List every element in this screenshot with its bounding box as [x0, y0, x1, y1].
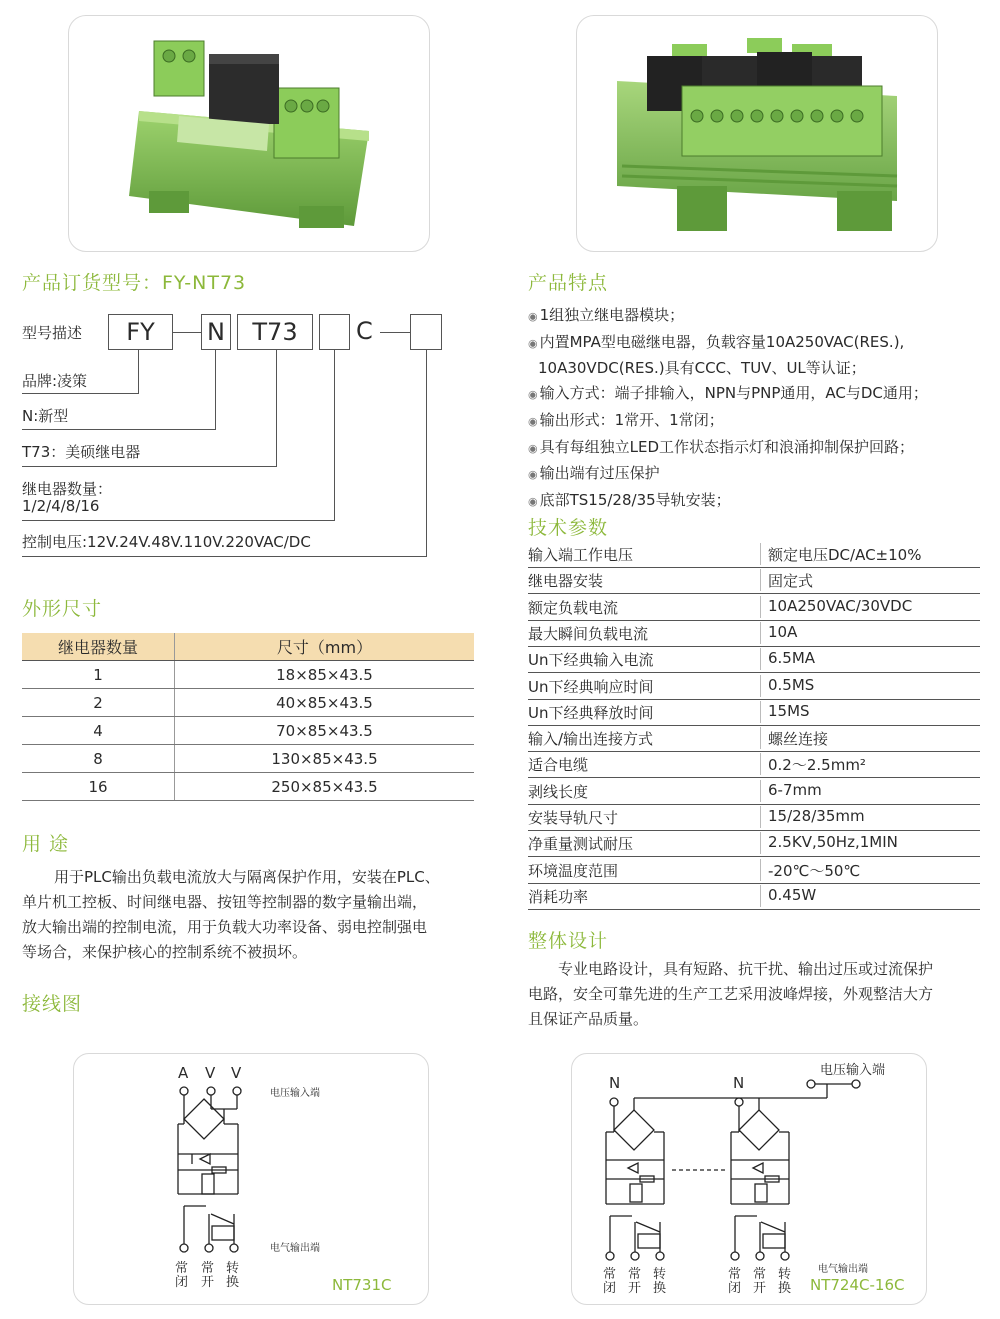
- list-item: ◉ 1组独立继电器模块；: [528, 306, 685, 324]
- spec-row: [528, 620, 980, 647]
- terminal-label: V: [205, 1064, 216, 1082]
- relay-count-label: 继电器数量：: [22, 480, 113, 498]
- spec-name: 安装导轨尺寸: [528, 809, 619, 827]
- model-label: NT724C-16C: [810, 1276, 905, 1294]
- model-label: NT731C: [332, 1276, 392, 1294]
- spec-name: 净重量测试耐压: [528, 835, 634, 854]
- column-divider: [760, 832, 761, 854]
- specs-heading: 技术参数: [528, 517, 609, 539]
- spec-row: [528, 804, 980, 831]
- column-divider: [760, 648, 761, 670]
- column-divider: [760, 859, 761, 881]
- features-heading: 产品特点: [528, 272, 609, 294]
- spec-name: 继电器安装: [528, 572, 604, 591]
- terminal-label-com: 转换: [226, 1261, 240, 1290]
- usage-line: 放大输出端的控制电流，用于负载大功率设备、弱电控制强电: [22, 918, 428, 936]
- wiring-heading: 接线图: [22, 993, 83, 1015]
- bullet-icon: ◉: [528, 336, 538, 350]
- design-line: 专业电路设计，具有短路、抗干扰、输出过压或过流保护: [558, 960, 934, 978]
- spec-row: [528, 541, 980, 568]
- new-type-text: N:新型: [22, 407, 69, 425]
- spec-name: 输入/输出连接方式: [528, 730, 654, 749]
- callout-line: [22, 429, 216, 430]
- table-cell: 8: [22, 745, 175, 773]
- spec-row: [528, 857, 980, 884]
- relay-count-values: 1/2/4/8/16: [22, 497, 100, 515]
- callout-line: [22, 520, 335, 521]
- terminal-label: N: [733, 1074, 745, 1092]
- spec-name: 最大瞬间负载电流: [528, 624, 649, 643]
- output-terminal-label: 电气输出端: [818, 1264, 868, 1275]
- spec-name: Un下经典响应时间: [528, 677, 654, 696]
- table-cell: 2: [22, 689, 175, 717]
- column-divider: [760, 701, 761, 723]
- table-row: [22, 689, 474, 717]
- table-row: [22, 661, 474, 689]
- circuit-diagram: [572, 1054, 926, 1304]
- table-cell: 130×85×43.5: [175, 745, 475, 773]
- table-row: [22, 745, 474, 773]
- spec-value: 15MS: [768, 701, 810, 720]
- order-model-heading: 产品订货型号：FY-NT73: [22, 272, 247, 294]
- spec-row: [528, 673, 980, 700]
- spec-row: [528, 778, 980, 805]
- code-box-t73: T73: [237, 314, 313, 350]
- usage-paragraph: [22, 865, 492, 965]
- spec-value: 固定式: [768, 572, 814, 591]
- design-line: 电路，安全可靠先进的生产工艺采用波峰焊接，外观整洁大方: [528, 985, 934, 1003]
- callout-line: [426, 350, 427, 556]
- usage-heading: 用 途: [22, 833, 70, 855]
- column-divider: [760, 727, 761, 749]
- code-box-n: N: [201, 314, 231, 350]
- code-box-fy: FY: [108, 314, 173, 350]
- list-item: ◉ 输出端有过压保护: [528, 464, 660, 483]
- spec-row: [528, 883, 980, 910]
- input-terminal-label: 电压输入端: [820, 1063, 886, 1078]
- list-item: ◉ 底部TS15/28/35导轨安装；: [528, 490, 731, 509]
- column-divider: [760, 753, 761, 775]
- table-cell: 40×85×43.5: [175, 689, 475, 717]
- column-divider: [760, 780, 761, 802]
- circuit-diagram: [74, 1054, 428, 1304]
- spec-value: 10A250VAC/30VDC: [768, 596, 913, 615]
- table-cell: 1: [22, 661, 175, 689]
- column-divider: [760, 596, 761, 618]
- wiring-diagram-nt731c: [73, 1053, 429, 1305]
- spec-name: 额定负载电流: [528, 598, 619, 617]
- table-cell: 18×85×43.5: [175, 661, 475, 689]
- column-divider: [760, 569, 761, 591]
- spec-row: [528, 567, 980, 594]
- usage-line: 等场合，来保护核心的控制系统不被损坏。: [22, 943, 308, 961]
- column-divider: [760, 543, 761, 565]
- code-dash: [380, 332, 410, 333]
- usage-line: 单片机工控板、时间继电器、按钮等控制器的数字量输出端，: [22, 893, 428, 911]
- spec-value: 6.5MA: [768, 649, 816, 668]
- spec-value: 0.45W: [768, 885, 817, 904]
- dimensions-heading: 外形尺寸: [22, 598, 103, 620]
- list-item: ◉ 具有每组独立LED工作状态指示灯和浪涌抑制保护回路；: [528, 437, 914, 456]
- spec-value: 2.5KV,50Hz,1MIN: [768, 833, 898, 852]
- spec-value: 额定电压DC/AC±10%: [768, 546, 922, 564]
- table-cell: 4: [22, 717, 175, 745]
- terminal-label-no: 常开: [628, 1267, 642, 1296]
- code-letter-c: C: [356, 317, 373, 345]
- column-divider: [760, 885, 761, 907]
- spec-row: [528, 699, 980, 726]
- list-item: ◉ 输出形式：1常开、1常闭；: [528, 410, 724, 429]
- output-terminal-label: 电气输出端: [270, 1243, 320, 1254]
- table-cell: 70×85×43.5: [175, 717, 475, 745]
- usage-line: 用于PLC输出负载电流放大与隔离保护作用，安装在PLC、: [54, 868, 440, 886]
- model-description-label: 型号描述: [22, 324, 83, 342]
- code-box-count: [319, 314, 350, 350]
- list-item: ◉ 输入方式：端子排输入，NPN与PNP通用，AC与DC通用；: [528, 384, 928, 403]
- terminal-label-nc: 常闭: [603, 1267, 617, 1296]
- spec-name: 消耗功率: [528, 887, 589, 906]
- spec-name: 输入端工作电压: [528, 546, 634, 564]
- list-item: 10A30VDC(RES.)具有CCC、TUV、UL等认证；: [538, 359, 866, 378]
- input-terminal-label: 电压输入端: [270, 1088, 320, 1099]
- spec-value: -20℃～50℃: [768, 861, 861, 880]
- callout-line: [334, 350, 335, 520]
- design-heading: 整体设计: [528, 930, 609, 952]
- dimensions-table: [22, 633, 474, 801]
- column-header: 继电器数量: [22, 633, 175, 661]
- terminal-label-nc: 常闭: [175, 1261, 189, 1290]
- spec-value: 0.5MS: [768, 675, 815, 694]
- table-cell: 16: [22, 773, 175, 801]
- bullet-icon: ◉: [528, 441, 538, 455]
- terminal-label-no: 常开: [753, 1267, 767, 1296]
- table-row: [22, 773, 474, 801]
- callout-line: [276, 350, 277, 466]
- bullet-icon: ◉: [528, 414, 538, 428]
- callout-line: [22, 466, 277, 467]
- list-item: ◉ 内置MPA型电磁继电器，负载容量10A250VAC(RES.),: [528, 332, 905, 351]
- bullet-icon: ◉: [528, 310, 538, 323]
- spec-name: Un下经典输入电流: [528, 651, 654, 670]
- four-relay-module-photo: [576, 15, 938, 252]
- spec-name: 剥线长度: [528, 782, 589, 801]
- spec-row: [528, 594, 980, 621]
- callout-line: [138, 350, 139, 393]
- spec-name: Un下经典释放时间: [528, 703, 654, 722]
- spec-row: [528, 725, 980, 752]
- spec-row: [528, 751, 980, 778]
- design-line: 且保证产品质量。: [528, 1010, 649, 1028]
- design-paragraph: [528, 957, 988, 1032]
- spec-row: [528, 646, 980, 673]
- terminal-label-no: 常开: [201, 1261, 215, 1290]
- terminal-label: V: [231, 1064, 242, 1082]
- wiring-diagram-nt724c: [571, 1053, 927, 1305]
- spec-row: [528, 830, 980, 857]
- code-dash: [173, 332, 201, 333]
- features-list: [528, 303, 928, 515]
- terminal-label-nc: 常闭: [728, 1267, 742, 1296]
- bullet-icon: ◉: [528, 468, 538, 482]
- spec-value: 螺丝连接: [768, 730, 829, 749]
- callout-line: [22, 393, 139, 394]
- spec-value: 0.2～2.5mm²: [768, 756, 866, 775]
- spec-value: 10A: [768, 622, 798, 641]
- code-box-voltage: [410, 314, 442, 350]
- single-relay-module-photo: [68, 15, 430, 252]
- callout-line: [215, 350, 216, 429]
- callout-line: [22, 556, 427, 557]
- bullet-icon: ◉: [528, 388, 538, 402]
- t73-text: T73：美硕继电器: [22, 443, 141, 461]
- table-row: [22, 717, 474, 745]
- terminal-label: A: [178, 1064, 189, 1082]
- spec-value: 6-7mm: [768, 780, 822, 799]
- spec-value: 15/28/35mm: [768, 807, 865, 825]
- terminal-label-com: 转换: [778, 1267, 792, 1296]
- column-header: 尺寸（mm）: [175, 633, 475, 661]
- column-divider: [760, 675, 761, 697]
- column-divider: [760, 806, 761, 828]
- spec-name: 环境温度范围: [528, 861, 619, 880]
- terminal-label: N: [609, 1074, 621, 1092]
- control-voltage-text: 控制电压:12V.24V.48V.110V.220VAC/DC: [22, 533, 311, 551]
- table-cell: 250×85×43.5: [175, 773, 475, 801]
- terminal-label-com: 转换: [653, 1267, 667, 1296]
- column-divider: [760, 622, 761, 644]
- bullet-icon: ◉: [528, 494, 538, 508]
- brand-text: 品牌:凌策: [22, 372, 88, 390]
- spec-name: 适合电缆: [528, 756, 589, 775]
